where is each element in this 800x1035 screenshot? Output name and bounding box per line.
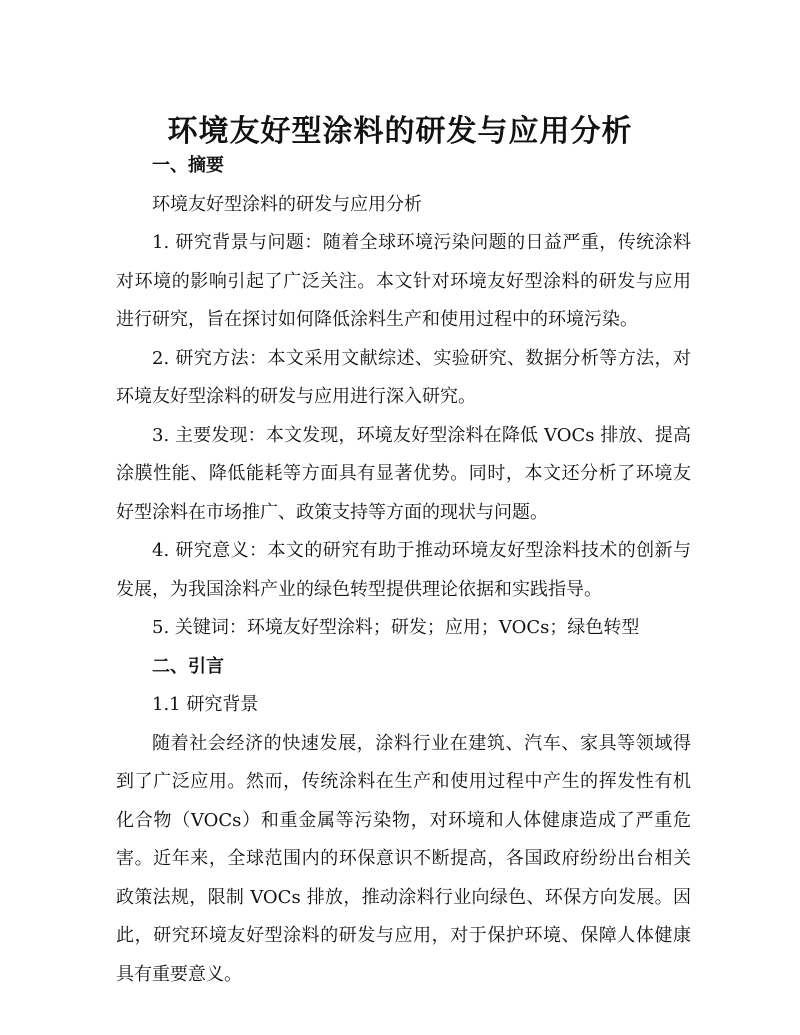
abstract-item-2: 2. 研究方法：本文采用文献综述、实验研究、数据分析等方法，对环境友好型涂料的研发与应用进行深入研究。 [116,347,691,407]
abstract-subtitle: 环境友好型涂料的研发与应用分析 [152,193,422,215]
abstract-item-5: 5. 关键词：环境友好型涂料；研发；应用；VOCs；绿色转型 [152,617,640,638]
introduction-subheading: 1.1 研究背景 [152,694,259,715]
section-heading-abstract: 一、摘要 [152,155,224,176]
introduction-paragraph: 随着社会经济的快速发展，涂料行业在建筑、汽车、家具等领域得到了广泛应用。然而，传统涂料在生产和使用过程中产生的挥发性有机化合物（VOCs）和重金属等污染物，对环境和人体健康造成了严重危害。近年来，全球范围内的环保意识不断提高，各国政府纷纷出台相关政策法规，限制 VOCs 排放，推动涂料行业向绿色、环保方向发展。因此，研究环境友好型涂料的研发与应用，对于保护环境、保障人体健康具有重要意义。 [116,732,691,985]
abstract-item-4: 4. 研究意义：本文的研究有助于推动环境友好型涂料技术的创新与发展，为我国涂料产业的绿色转型提供理论依据和实践指导。 [116,540,691,600]
abstract-item-3: 3. 主要发现：本文发现，环境友好型涂料在降低 VOCs 排放、提高涂膜性能、降低能耗等方面具有显著优势。同时，本文还分析了环境友好型涂料在市场推广、政策支持等方面的现状与问题。 [116,424,691,523]
document-title: 环境友好型涂料的研发与应用分析 [167,114,633,150]
section-heading-introduction: 二、引言 [152,655,224,677]
abstract-item-1: 1. 研究背景与问题：随着全球环境污染问题的日益严重，传统涂料对环境的影响引起了广泛关注。本文针对环境友好型涂料的研发与应用进行研究，旨在探讨如何降低涂料生产和使用过程中的环境污染。 [116,232,691,330]
document-body [116,147,691,994]
